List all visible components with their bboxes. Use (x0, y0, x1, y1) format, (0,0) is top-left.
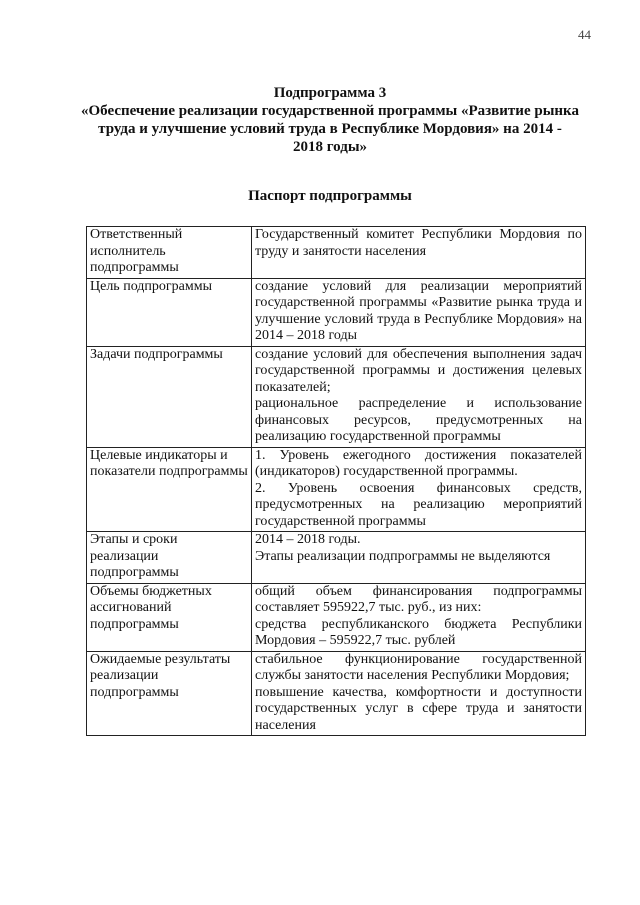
table-row (87, 651, 586, 736)
heading-line-1: Подпрограмма 3 (273, 85, 387, 101)
table-row (87, 278, 586, 346)
row-label-responsible-executor: Ответственный исполнитель подпрограммы (87, 227, 252, 279)
page-number: 44 (578, 27, 591, 42)
value-paragraph: повышение качества, комфортности и доступности государственных услуг в сфере труда и занятости населения (255, 684, 582, 733)
table-row (87, 583, 586, 651)
row-label-goal: Цель подпрограммы (87, 278, 252, 346)
row-label-stages-and-terms: Этапы и сроки реализации подпрограммы (87, 532, 252, 584)
table-row (87, 532, 586, 584)
table-row (87, 447, 586, 532)
value-paragraph: создание условий для реализации мероприятий государственной программы «Развитие рынка труда и улучшение условий труда в Республике Мордовия» на 2014 – 2018 годы (255, 278, 582, 343)
value-paragraph: общий объем финансирования подпрограммы составляет 595922,7 тыс. руб., из них: (255, 583, 582, 615)
value-paragraph: 2014 – 2018 годы. (255, 532, 361, 547)
value-paragraph: создание условий для обеспечения выполнения задач государственной программы и достижения целевых показателей; (255, 346, 582, 395)
row-label-expected-results: Ожидаемые результаты реализации подпрограммы (87, 651, 252, 736)
row-value-stages-and-terms (252, 532, 586, 584)
value-paragraph: Этапы реализации подпрограммы не выделяются (255, 548, 551, 564)
value-paragraph: Государственный комитет Республики Мордовия по труду и занятости населения (255, 227, 582, 259)
value-paragraph: стабильное функционирование государственной службы занятости населения Республики Мордовия; (255, 651, 582, 683)
passport-table (86, 226, 586, 736)
table-row (87, 227, 586, 279)
value-paragraph: 1. Уровень ежегодного достижения показателей (индикаторов) государственной программы. (255, 447, 582, 479)
value-paragraph: 2. Уровень освоения финансовых средств, предусмотренных на реализацию мероприятий государственной программы (255, 480, 582, 529)
passport-title: Паспорт подпрограммы (248, 188, 412, 204)
subprogram-heading (60, 84, 600, 156)
row-label-budget-allocations: Объемы бюджетных ассигнований подпрограммы (87, 583, 252, 651)
heading-line-4: 2018 годы» (292, 139, 368, 155)
row-label-target-indicators: Целевые индикаторы и показатели подпрограммы (87, 447, 252, 532)
row-label-tasks: Задачи подпрограммы (87, 346, 252, 447)
row-value-target-indicators (252, 447, 586, 532)
value-paragraph: рациональное распределение и использование финансовых ресурсов, предусмотренных на реализацию государственной программы (255, 396, 582, 444)
value-paragraph: средства республиканского бюджета Республики Мордовия – 595922,7 тыс. рублей (255, 616, 582, 648)
row-value-expected-results (252, 651, 586, 736)
row-value-budget-allocations (252, 583, 586, 651)
heading-line-2: «Обеспечение реализации государственной программы «Развитие рынка (81, 103, 579, 119)
heading-line-3: труда и улучшение условий труда в Республике Мордовия» на 2014 - (98, 121, 562, 137)
row-value-goal (252, 278, 586, 346)
row-value-tasks (252, 346, 586, 447)
table-row (87, 346, 586, 447)
row-value-responsible-executor (252, 227, 586, 279)
